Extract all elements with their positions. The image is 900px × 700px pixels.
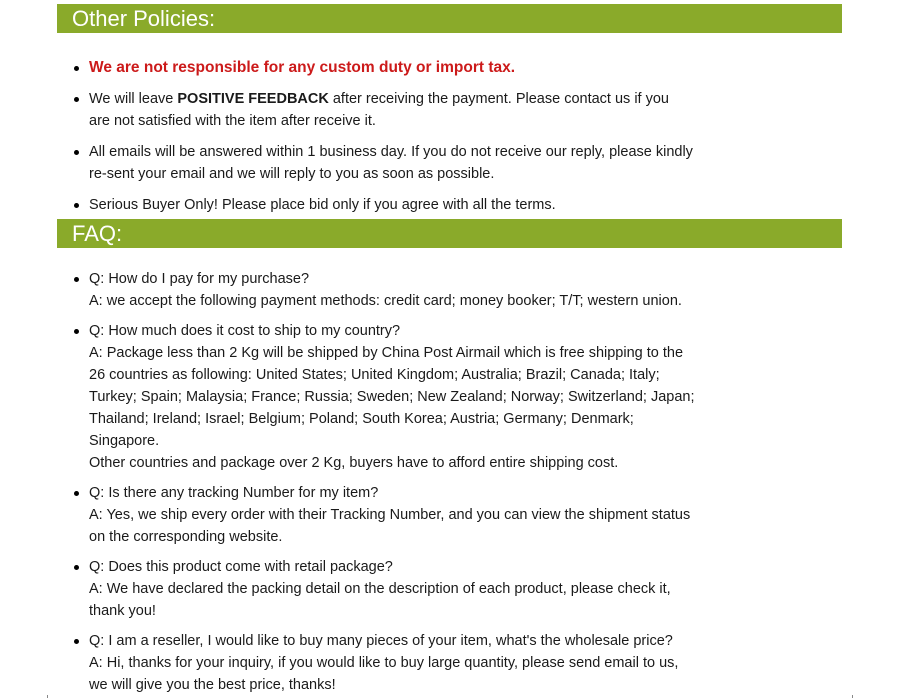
faq-heading: FAQ: [57, 219, 842, 248]
feedback-line-2: are not satisfied with the item after receive it. [89, 113, 376, 129]
policy-item-customs [57, 57, 747, 79]
policy-item-emails [57, 141, 747, 185]
faq-answer-line: thank you! [89, 603, 156, 619]
policies-list [57, 57, 747, 225]
faq-item [57, 482, 747, 548]
feedback-line-1 [89, 88, 747, 110]
faq-question: Q: Is there any tracking Number for my item? [89, 485, 379, 501]
feedback-pre-text: We will leave [89, 91, 178, 107]
faq-question: Q: Does this product come with retail package? [89, 559, 393, 575]
policy-item-feedback [57, 88, 747, 132]
faq-answer-line: A: We have declared the packing detail on the description of each product, please check it, [89, 581, 671, 597]
customs-duty-notice: We are not responsible for any custom duty or import tax. [89, 59, 516, 76]
faq-item [57, 630, 747, 696]
faq-item [57, 268, 747, 312]
faq-item [57, 320, 747, 474]
feedback-post-text: after receiving the payment. Please contact us if you [328, 91, 669, 107]
faq-answer-line: A: Yes, we ship every order with their Tracking Number, and you can view the shipment status [89, 507, 691, 523]
faq-question: Q: How much does it cost to ship to my country? [89, 323, 401, 339]
other-policies-heading: Other Policies: [57, 4, 842, 33]
faq-list [57, 268, 747, 700]
positive-feedback-emphasis: POSITIVE FEEDBACK [177, 91, 329, 107]
faq-answer-line: we will give you the best price, thanks! [89, 677, 336, 693]
faq-item [57, 556, 747, 622]
policy-item-serious-buyer [57, 194, 747, 216]
emails-line-1: All emails will be answered within 1 business day. If you do not receive our reply, please kindly [89, 144, 693, 160]
faq-answer-line: on the corresponding website. [89, 529, 283, 545]
page-edge-tick-right [852, 695, 853, 698]
faq-answer-line: Singapore. [89, 433, 160, 449]
faq-answer-line: A: Hi, thanks for your inquiry, if you would like to buy large quantity, please send email to us, [89, 655, 679, 671]
faq-answer-line: Thailand; Ireland; Israel; Belgium; Poland; South Korea; Austria; Germany; Denmark; [89, 411, 634, 427]
faq-answer-line: Turkey; Spain; Malaysia; France; Russia; Sweden; New Zealand; Norway; Switzerland; Japan; [89, 389, 695, 405]
faq-question: Q: How do I pay for my purchase? [89, 271, 310, 287]
serious-buyer-text: Serious Buyer Only! Please place bid only if you agree with all the terms. [89, 197, 556, 213]
emails-line-2: re-sent your email and we will reply to you as soon as possible. [89, 166, 495, 182]
faq-answer-line: A: Package less than 2 Kg will be shipped by China Post Airmail which is free shipping to the [89, 345, 684, 361]
faq-answer-line: 26 countries as following: United States; United Kingdom; Australia; Brazil; Canada; Italy; [89, 367, 660, 383]
faq-question: Q: I am a reseller, I would like to buy many pieces of your item, what's the wholesale price? [89, 633, 673, 649]
faq-answer-line: A: we accept the following payment methods: credit card; money booker; T/T; western union. [89, 293, 682, 309]
page-edge-tick-left [47, 695, 48, 698]
faq-answer-line: Other countries and package over 2 Kg, buyers have to afford entire shipping cost. [89, 455, 619, 471]
